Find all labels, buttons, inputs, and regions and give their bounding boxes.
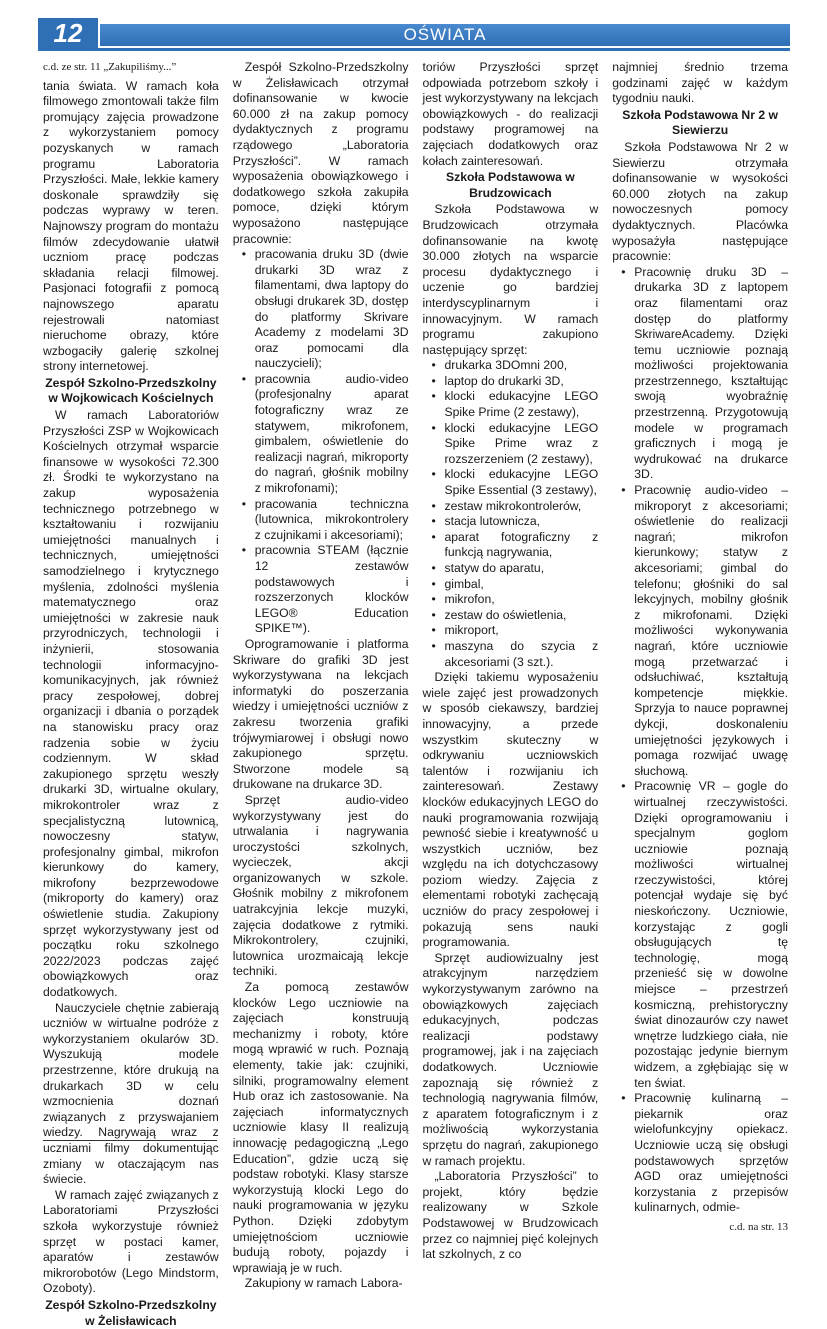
paragraph: tania świata. W ramach koła filmowego zmontowali także film promujący zajęcia prowadzone z wykorzystaniem pomocy pozyskanych w ramach programu Laboratoria Przyszłości. Małe, lekkie kamery doskonale sprawdziły się podczas wyprawy w teren. Najnowszy program do montażu filmów zdecydowanie ułatwił uczniom pracę podczas składania relacji filmowej. Pasjonaci fotografii z pomocą najnowszego aparatu rejestrowali natomiast nieruchome obrazy, które wzbogaciły galerię szkolnej strony internetowej.: [43, 78, 219, 374]
list-item: • zestaw mikrokontrolerów,: [445, 499, 599, 515]
paragraph: Oprogramowanie i platforma Skriware do grafiki 3D jest wykorzystywana na lekcjach informatyki do poszerzania wiedzy i umiejętności uczniów z zakresu tworzenia grafiki trójwymiarowej i obsługi nowo zakupionego sprzętu. Stworzone modele są drukowane na drukarce 3D.: [232, 636, 409, 792]
paragraph: Szkoła Podstawowa w Brudzowicach otrzymała dofinansowanie na kwotę 30.000 złotych na wsparcie procesu dydaktycznego i uczenie go bardziej interdyscyplinarnym i innowacyjnym. W ramach programu zakupiono następujący sprzęt:: [422, 202, 599, 357]
paragraph: najmniej średnio trzema godzinami zajęć w każdym tygodniu nauki.: [612, 60, 788, 106]
continued-on-note: c.d. na str. 13: [729, 1220, 788, 1233]
header-rule: [38, 48, 790, 51]
paragraph: Za pomocą zestawów klocków Lego uczniowie na zajęciach konstruują mechanizmy i roboty, które mogą wprawić w ruch. Poznają elementy, takie jak: czujniki, silniki, programowalny element Hub oraz ich zastosowanie. Na zajęciach informatycznych uczniowie klasy II realizują innowację pedagogiczną „Lego Education”, gdzie uczą się podstaw robotyki. Klasy starsze wykorzystują klocki Lego do nauki programowania w języku Python. Dzięki zdobytym umiejętnościom uczniowie budują roboty, pojazdy i wprawiają je w ruch.: [232, 980, 409, 1275]
bullet-list: [612, 265, 788, 1216]
article-columns: [43, 60, 788, 1328]
list-item: • pracownia audio-video (profesjonalny aparat fotograficzny wraz ze statywem, mikrofonem, gimbalem, oświetlenie do realizacji nagrań, mikroporty do nagrań, głośnik mobilny z mikrofonami);: [255, 372, 409, 497]
list-item: • statyw do aparatu,: [445, 561, 599, 577]
section-heading: Zespół Szkolno-Przedszkolny w Wojkowicach Kościelnych: [45, 375, 217, 406]
column-footer-rule: [43, 1140, 217, 1141]
section-title: OŚWIATA: [100, 24, 790, 46]
paragraph: Dzięki takiemu wyposażeniu wiele zajęć jest prowadzonych w sposób ciekawszy, bardziej innowacyjny, a przede wszystkim skuteczny w odkrywaniu uczniowskich talentów i rozwijaniu ich zainteresowań. Zestawy klocków edukacyjnych LEGO do nauki programowania rozwijają pewność siebie i kreatywność u wszystkich uczniów, bez względu na ich dotychczasowy poziom wiedzy. Zajęcia z elementami robotyki zachęcają uczniów do pracy zespołowej i pokazują sens nauki programowania.: [422, 670, 599, 950]
section-heading: Szkoła Podstawowa Nr 2 w Siewierzu: [622, 107, 779, 138]
list-item: • klocki edukacyjne LEGO Spike Essential (3 zestawy),: [445, 467, 599, 498]
list-item: • pracowania druku 3D (dwie drukarki 3D wraz z filamentami, dwa laptopy do obsługi drukarek 3D, dostęp do platformy Skrivare Academy z modelami 3D oraz pomocami dla nauczycieli);: [255, 247, 409, 372]
list-item: • pracownia STEAM (łącznie 12 zestawów podstawowych i rozszerzonych klocków LEGO® Education SPIKE™).: [255, 543, 409, 637]
list-item: • stacja lutownicza,: [445, 514, 599, 530]
list-item: • Pracownię kulinarną – piekarnik oraz wielofunkcyjny opiekacz. Uczniowie uczą się obsługi podstawowych sprzętów AGD oraz umiejętności korzystania z przepisów kulinarnych, odmie-: [634, 1091, 788, 1216]
page-number: 12: [38, 18, 98, 48]
list-item: • mikroport,: [445, 623, 599, 639]
list-item: • mikrofon,: [445, 592, 599, 608]
bullet-list: [233, 247, 409, 637]
list-item: • klocki edukacyjne LEGO Spike Prime (2 zestawy),: [445, 389, 599, 420]
column-3: [422, 60, 599, 1262]
continued-from-note: c.d. ze str. 11 „Zakupiliśmy...”: [43, 61, 177, 73]
paragraph: Zespół Szkolno-Przedszkolny w Żelisławicach otrzymał dofinansowanie w kwocie 60.000 zł na zakup pomocy dydaktycznych z programu rządowego „Laboratoria Przyszłości”. W ramach wyposażenia obowiązkowego i dodatkowego szkoła zakupiła pomoce, dzięki którym wyposażono następujące pracownie:: [232, 60, 409, 246]
paragraph: Szkoła Podstawowa Nr 2 w Siewierzu otrzymała dofinansowanie w wysokości 60.000 złotych na zakup nowoczesnych pomocy dydaktycznych. Placówka wyposażyła następujące pracownie:: [612, 139, 788, 264]
paragraph: W ramach zajęć związanych z Laboratoriami Przyszłości szkoła wykorzystuje również sprzęt w postaci kamer, aparatów i zestawów mikrorobotów (Lego Mindstorm, Ozoboty).: [43, 1187, 219, 1296]
list-item: • Pracownię VR – gogle do wirtualnej rzeczywistości. Dzięki oprogramowaniu i specjalnym goglom uczniowie poznają możliwości wirtualnej rzeczywistości, której potencjał wydaje się być nieskończony. Uczniowie, korzystając z gogli obsługujących tę technologię, mogą przenieść się w dowolne miejsce – przestrzeń kosmiczną, prehistoryczny świat dinozaurów czy nawet wnętrze ludzkiego ciała, nie pozostając jedynie biernym widzem, a zgłębiając się w ten świat.: [634, 779, 788, 1091]
list-item: • zestaw do oświetlenia,: [445, 608, 599, 624]
section-heading: Szkoła Podstawowa w Brudzowicach: [446, 170, 575, 200]
list-item: • drukarka 3DOmni 200,: [445, 358, 599, 374]
paragraph: Sprzęt audiowizualny jest atrakcyjnym narzędziem wykorzystywanym zarówno na obowiązkowych zajęciach edukacyjnych, podczas realizacji podstawy programowej, jak i na zajęciach dodatkowych. Uczniowie zapoznają się również z technologią nagrywania filmów, z aparatem fotograficznym i z możliwością wykorzystania sprzętu do nagrań, zakupionego w ramach projektu.: [422, 950, 599, 1168]
list-item: • maszyna do szycia z akcesoriami (3 szt.).: [445, 639, 599, 670]
paragraph: „Laboratoria Przyszłości” to projekt, który będzie realizowany w Szkole Podstawowej w Brudzowicach przez co najmniej pięć kolejnych lat szkolnych, z co: [422, 1169, 599, 1262]
list-item: • gimbal,: [445, 577, 599, 593]
list-item: • pracowania techniczna (lutownica, mikrokontrolery z czujnikami i akcesoriami);: [255, 497, 409, 544]
list-item: • aparat fotograficzny z funkcją nagrywania,: [445, 530, 599, 561]
paragraph: Nauczyciele chętnie zabierają uczniów w wirtualne podróże z wykorzystaniem okularów 3D. Wyszukują modele przestrzenne, które drukują na drukarkach 3D w celu wzmocnienia doznań związanych z przyswajaniem wiedzy. Nagrywają wraz z uczniami filmy dokumentując zmiany w otaczającym nas świecie.: [43, 1000, 219, 1187]
list-item: • laptop do drukarki 3D,: [445, 374, 599, 390]
paragraph: toriów Przyszłości sprzęt odpowiada potrzebom szkoły i jest wykorzystywany na lekcjach obowiązkowych - do realizacji podstawy programowej na zajęciach dodatkowych oraz kołach zainteresowań.: [422, 60, 599, 168]
list-item: • klocki edukacyjne LEGO Spike Prime wraz z rozszerzeniem (2 zestawy),: [445, 421, 599, 468]
paragraph: Zakupiony w ramach Labora-: [244, 1276, 403, 1291]
bullet-list: [423, 358, 599, 670]
list-item: • Pracownię audio-video – mikroporyt z akcesoriami; oświetlenie do realizacji nagrań; mikrofon kierunkowy; statyw z akcesoriami; gimbal do telefonu; głośniki do sal lekcyjnych, mobilny głośnik z mikrofonami. Dzięki możliwości wykonywania nagrań, które uczniowie mogą przetwarzać i odsłuchiwać, kształtują kompetencje miękkie. Sprzyja to nauce poprawnej dykcji, doskonaleniu umiejętności językowych i pomaga rozwijać uwagę słuchową.: [634, 483, 788, 779]
paragraph: W ramach Laboratoriów Przyszłości ZSP w Wojkowicach Kościelnych otrzymał wsparcie finansowe w wysokości 72.300 zł. Środki te wykorzystano na zakup wyposażenia technicznego potrzebnego w kształtowaniu i rozwijaniu umiejętności manualnych i technicznych, umiejętności samodzielnego i krytycznego myślenia, zdolności myślenia matematycznego oraz umiejętności w zakresie nauk przyrodniczych, technologii i inżynierii, stosowania technologii informacyjno-komunikacyjnych, jak również pracy zespołowej, dobrej organizacji i dbania o porządek na stanowisku pracy oraz radzenia sobie w życiu codziennym. W skład zakupionego sprzętu weszły drukarki 3D, wirtualne okulary, mikrokontroler wraz z specjalistyczną lutownicą, nowoczesny statyw, profesjonalny gimbal, mikrofon kierunkowy do kamery, mikrofony bezprzewodowe (mikroporty do kamery) oraz oświetlenie studia. Zakupiony sprzęt wykorzystywany jest od początku roku szkolnego 2022/2023 podczas zajęć obowiązkowych oraz dodatkowych.: [43, 408, 219, 1000]
section-heading: Zespół Szkolno-Przedszkolny w Żelisławicach: [45, 1297, 217, 1328]
column-4: [612, 60, 788, 1233]
list-item: • Pracownię druku 3D – drukarka 3D z laptopem oraz filamentami oraz dostęp do platformy SkriwareAcademy. Dzięki temu uczniowie poznają możliwości projektowania przestrzennego, kształtując swoją wyobraźnię przestrzenną. Przygotowują modele w programach graficznych i mogą je wydrukować na drukarce 3D.: [634, 265, 788, 483]
paragraph: Sprzęt audio-video wykorzystywany jest do utrwalania i nagrywania uroczystości szkolnych, wycieczek, akcji organizowanych w szkole. Głośnik mobilny z mikrofonem uatrakcyjnia lekcje muzyki, zajęcia dodatkowe z rytmiki. Mikrokontrolery, czujniki, lutownica urozmaicają lekcje techniki.: [232, 792, 409, 979]
column-1: [43, 60, 219, 1328]
page-header: [38, 18, 790, 48]
column-2: [232, 60, 409, 1291]
